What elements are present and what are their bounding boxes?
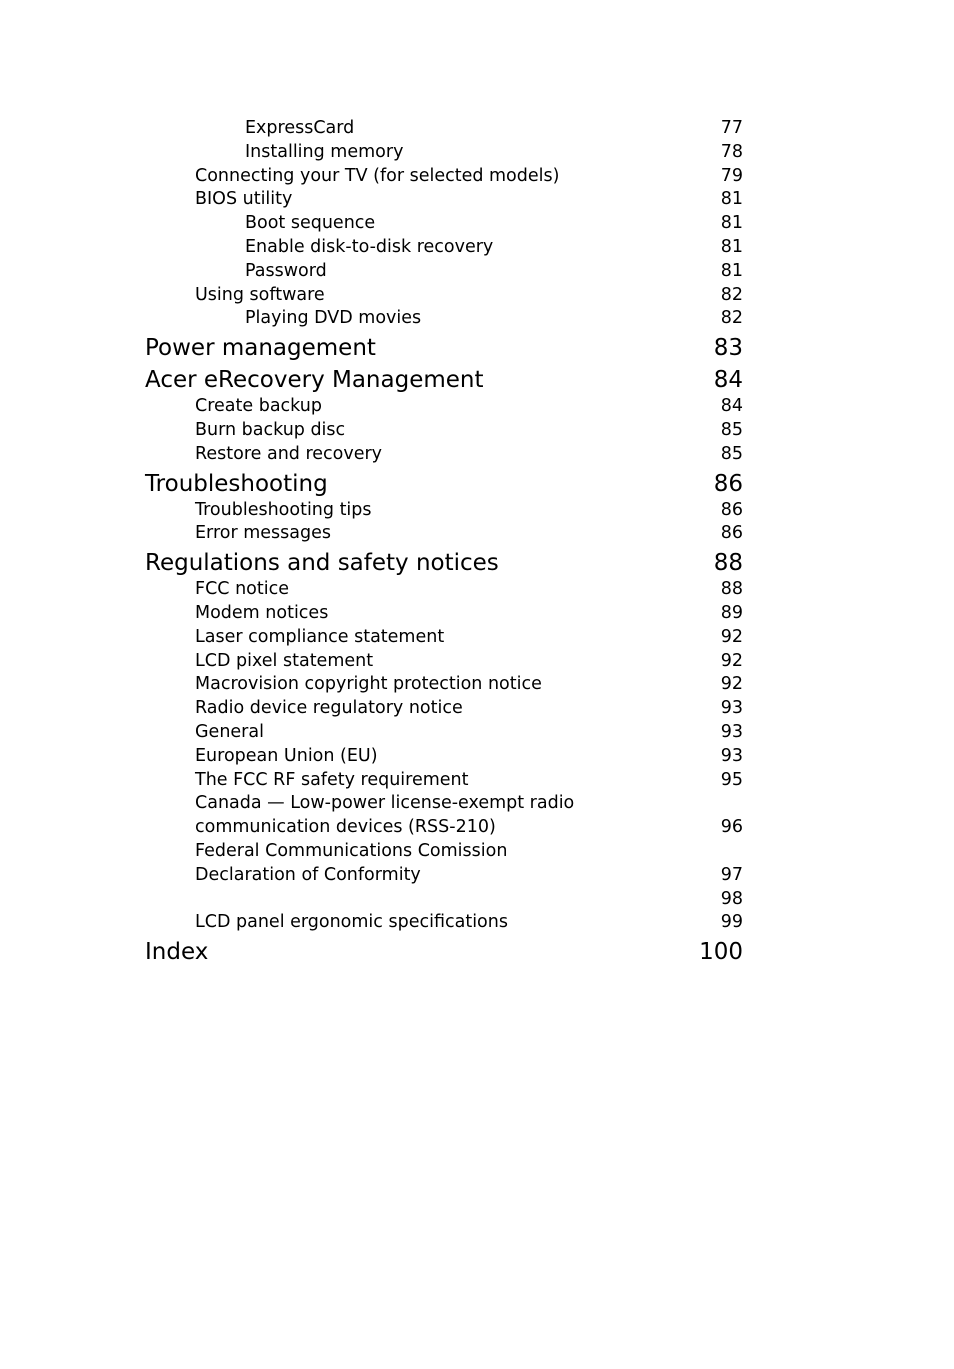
toc-entry-title: Installing memory [245,141,404,162]
toc-entry-title: Canada — Low-power license-exempt radio [195,793,575,814]
toc-entry-title: Restore and recovery [195,443,383,464]
toc-page-number: 84 [720,396,743,417]
toc-page-number: 89 [720,602,743,623]
toc-section-entry[interactable] [145,284,743,308]
toc-page-number: 82 [720,284,743,305]
toc-section-entry[interactable] [145,626,743,650]
toc-page-number: 88 [720,579,743,600]
toc-page-number: 93 [720,745,743,766]
toc-entry-title: European Union (EU) [195,745,378,766]
toc-entry-title: Acer eRecovery Management [145,367,484,394]
toc-page-number: 93 [720,698,743,719]
toc-page-number: 78 [720,141,743,162]
toc-chapter-entry[interactable] [145,548,743,578]
toc-section-entry[interactable] [145,721,743,745]
toc-page-number: 86 [713,470,743,497]
toc-entry-title: General [195,721,264,742]
toc-section-entry[interactable] [145,578,743,602]
toc-entry-title: Index [145,939,209,966]
toc-chapter-entry[interactable] [145,937,743,967]
toc-entry-title: Connecting your TV (for selected models) [195,165,560,186]
toc-entry-title: BIOS utility [195,189,293,210]
toc-page-number: 86 [720,499,743,520]
toc-page-number: 82 [720,308,743,329]
toc-page-number: 86 [720,523,743,544]
toc-entry-title: Radio device regulatory notice [195,698,463,719]
toc-entry-title: Boot sequence [245,213,376,234]
toc-section-entry[interactable] [145,307,743,331]
toc-page-number: 85 [720,419,743,440]
toc-page-number: 92 [720,674,743,695]
toc-entry-title: Modem notices [195,602,329,623]
toc-section-entry[interactable] [145,443,743,467]
toc-entry-title: ExpressCard [245,118,355,138]
toc-entry-title: communication devices (RSS-210) [195,817,496,838]
toc-page-number: 99 [720,912,743,933]
toc-section-entry[interactable] [145,141,743,165]
toc-section-entry[interactable] [145,260,743,284]
toc-page-number: 81 [720,236,743,257]
toc-section-entry[interactable] [145,745,743,769]
toc-entry-title: Burn backup disc [195,419,346,440]
toc-section-entry[interactable] [145,864,743,888]
toc-entry-title: FCC notice [195,579,289,600]
toc-entry-title: Password [245,260,327,281]
toc-entry-title: Enable disk-to-disk recovery [245,236,494,257]
toc-section-entry[interactable] [145,165,743,189]
toc-page-number: 92 [720,650,743,671]
toc-page-number: 81 [720,189,743,210]
toc-entry-title: Laser compliance statement [195,626,445,647]
toc-section-entry[interactable] [145,650,743,674]
toc-entry-title: Error messages [195,523,331,544]
toc-page-number: 100 [699,939,743,966]
toc-page-number: 93 [720,721,743,742]
toc-page-number: 81 [720,213,743,234]
toc-page-number: 92 [720,626,743,647]
toc-entry-title: The FCC RF safety requirement [195,769,469,790]
toc-page-number: 98 [720,888,743,909]
toc-section-entry[interactable] [145,602,743,626]
toc-page-number: 83 [713,335,743,362]
toc-page-number: 84 [713,367,743,394]
toc-section-entry[interactable] [145,840,743,864]
toc-section-entry[interactable] [145,792,743,816]
toc-entry-title: Create backup [195,396,322,417]
toc-chapter-entry[interactable] [145,365,743,395]
toc-entry-title: Troubleshooting [145,470,328,497]
toc-section-entry[interactable] [145,419,743,443]
toc-section-entry[interactable] [145,697,743,721]
toc-entry-title: Using software [195,284,325,305]
toc-entry-title: LCD panel ergonomic specifications [195,912,508,933]
toc-chapter-entry[interactable] [145,469,743,499]
toc-page-number: 97 [720,864,743,885]
toc-section-entry[interactable] [145,212,743,236]
toc-page-number: 81 [720,260,743,281]
toc-section-entry[interactable] [145,499,743,523]
toc-section-entry[interactable] [145,816,743,840]
toc-entry-title: Federal Communications Comission [195,840,508,861]
toc-page-number: 88 [713,550,743,577]
toc-section-entry[interactable] [145,522,743,546]
toc-page-number: 95 [720,769,743,790]
toc-section-entry[interactable] [145,117,743,141]
toc-entry-title: LCD pixel statement [195,650,374,671]
toc-entry-title: Macrovision copyright protection notice [195,674,542,695]
toc-entry-title: Troubleshooting tips [195,499,372,520]
toc-entry-title: Declaration of Conformity [195,864,421,885]
toc-section-entry[interactable] [145,673,743,697]
toc-page-number: 77 [720,118,743,138]
toc-page-number: 96 [720,817,743,838]
toc-chapter-entry[interactable] [145,333,743,363]
toc-section-entry[interactable] [145,769,743,793]
toc-entry-title: Playing DVD movies [245,308,422,329]
toc-section-entry[interactable] [145,236,743,260]
toc-section-entry[interactable] [145,188,743,212]
toc-page-number: 79 [720,165,743,186]
toc-section-entry[interactable] [145,888,743,912]
toc-page-number: 85 [720,443,743,464]
toc-section-entry[interactable] [145,395,743,419]
toc-section-entry[interactable] [145,911,743,935]
toc-entry-title: Power management [145,335,376,362]
toc-entry-title: Regulations and safety notices [145,550,499,577]
table-of-contents [145,117,743,967]
